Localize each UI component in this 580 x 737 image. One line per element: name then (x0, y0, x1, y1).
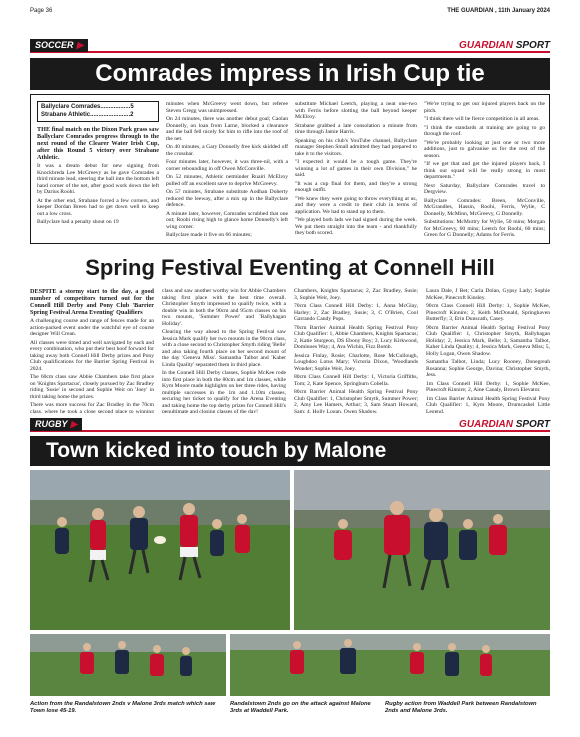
paragraph: All classes were timed and well navigated by each and every combination, who put their best hoof forward for taking away both Connell Hill Derby prizes and Pony Club qualifications for the Barrier Spring Festival in 2024. (30, 339, 154, 372)
festival-col-3 (294, 288, 418, 413)
festival-col-1 (30, 288, 154, 413)
paragraph: Chambers, Knights Spartacus; 2, Zac Bradley, Susie; 3, Sophie Weir, Joey. (294, 288, 418, 301)
paragraph: substitute Michael Leetch, playing a neat one-two with Ferris before slotting the ball beyond keeper McElroy. (295, 101, 417, 120)
paragraph: "If we get that and get the injured players back, I think our squad will be really strong in most departments." (424, 161, 545, 180)
paragraph: Strabane grabbed a late consolation a minute from time through Jamie Harris. (295, 122, 417, 135)
soccer-lede: THE final match on the Dixon Park grass saw Ballyclare Comrades progress through to the next round of the Clearer Water Irish Cup, after this Round 5 victory over Strabane Athletic. (37, 126, 159, 161)
rugby-section-tag: RUGBY ▶ (30, 418, 82, 431)
score-ballyclare: Ballyclare Comrades..................5 (41, 104, 134, 110)
paragraph: 70cm Barrier Animal Health Spring Festival Pony Club Qualifier: 1, Abbie Chambers, Knights Spartacus; 2, Katie Sturgeon, DS Ebony Boy; 3, Lucy Kirkwood, Dominoes Way; 4, Ava Wichin, Fizz Bomb. (294, 324, 418, 350)
guardian-sport-logo: GUARDIAN SPORT (459, 419, 550, 430)
rugby-photo-action (30, 634, 226, 696)
score-strabane: Strabane Athletic........................2 (41, 111, 134, 118)
paragraph: On 52 minutes, Athletic netminder Ruairi McElroy pulled off an excellent save to deprive McGreevy. (166, 174, 288, 187)
paragraph: "I think there will be fierce competition in all areas. (424, 116, 540, 122)
paragraph: 80cm Barrier Animal Health Spring Festival Pony Club Qualifier: 1, Christopher Smyth, Summer Power; 2, Amy Lee Hamers, Arthur; 3, Sam Stuart Howard, Sam; 4, Holly Logan, Owen Shadow. (294, 389, 418, 413)
rugby-photo-attack (230, 634, 550, 696)
paragraph: In the Connell Hill Derby classes, Sophie McKee rode into first place in both the 80cm and 1m classes, while Kym Moore made highlights on her three rides, having multiple successes in the 1m and 1.10m classes, securing her ticket to qualify for the Arena Eventing and taking home the top derby prizes for Connell Hill's penultimate and closing classes of the day! (162, 370, 286, 413)
page-number: Page 36 (30, 8, 53, 14)
festival-col-2 (162, 288, 286, 413)
soccer-col-1 (37, 101, 159, 241)
paragraph: Ballyclare made it five on 66 minutes; (166, 232, 252, 238)
paragraph: Next Saturday, Ballyclare Comrades travel to Dergview. (424, 182, 545, 195)
paragraph: 1m Class Connell Hill Derby: 1, Sophie McKee, Pinecroft Kinnire; 2, Aine Canaly, Brown Elevator. (426, 380, 550, 393)
paragraph: 90cm Barrier Animal Health Spring Festival Pony Club Qualifier: 1, Christopher Smyth, Ballyhagan Holiday; 2, Jessica Mark, Belle; 3, Samantha Talbot, Kaher Linda Quality; 4, Jessica Mark, Geneva Miss; 5, Holly Logan, Owen Shadow. (426, 324, 550, 357)
scoreline-box (37, 101, 159, 122)
guardian-sport-logo: GUARDIAN SPORT (459, 40, 550, 51)
rugby-photo-main (30, 470, 290, 630)
paragraph: 80cm Class Connell Hill Derby: 1, Victoria Griffiths, Tom; 2, Kate Spence, Springburn Cobella. (294, 374, 418, 387)
paragraph: minutes when McGreevy went down, but referee Steven Gregg was unimpressed. (166, 101, 288, 114)
paragraph: "It was a cup final for them, and they're a strong enough outfit. (295, 180, 417, 193)
soccer-col-3 (295, 101, 417, 241)
paragraph: Speaking on his club's YouTube channel, Ballyclare manager Stephen Small admitted they had prepared to take it to the visitors. (295, 137, 417, 157)
festival-col-4 (426, 288, 550, 413)
paragraph: "We're trying to get our injured players back on the pitch. (424, 101, 545, 114)
rugby-section-bar (30, 418, 550, 432)
paragraph: "I think the standards at training are going to go through the roof. (424, 124, 545, 137)
paragraph: Jessica Finlay, Rosie; Charlotte, Rose McCullough, Loughdoo Lotus Mary; Victoria Dixon, 'Woodlands Wonder; Sophie Weir, Joey. (294, 352, 418, 372)
paragraph: At the other end, Strabane forced a few corners, and keeper Dordan Breen had to get down well to keep out a low cross. (37, 197, 159, 217)
festival-lede: DESPITE a stormy start to the day, a good number of competitors turned out for the Connell Hill Derby and Pony Club 'Barrier Spring Festival Arena Eventing' Qualifiers (30, 288, 154, 316)
soccer-col-2 (166, 101, 288, 241)
soccer-headline: Comrades impress in Irish Cup tie (30, 58, 550, 90)
paragraph: "We knew they were going to throw everything at us, and they were a credit to their club in terms of application. We had to stand up to them. (295, 195, 417, 215)
caption-2: Randalstown 2nds go on the attack against Malone 3rds at Waddell Park. (230, 701, 371, 714)
paragraph: On 24 minutes, there was another debut goal; Caolan Donnelly, on loan from Larne, blocked a clearance and the ball fell nicely for him to rifle into the roof of the net. (166, 116, 288, 142)
page-header (30, 6, 550, 18)
issue-date: THE GUARDIAN , 11th January 2024 (447, 8, 550, 14)
paragraph: A challenging course and range of fences made for an action-packed event under the watchful eye of course designer Will Crean. (30, 318, 154, 337)
rugby-photo-tackle (294, 470, 550, 630)
paragraph: A minute later, however, Comrades scrubbed that one out; Roohi rising high to glance home Donnelly's left wing corner. (166, 210, 288, 230)
festival-headline: Spring Festival Eventing at Connell Hill (85, 255, 495, 280)
soccer-article-box (30, 94, 550, 244)
paragraph: On 57 minutes, Strabane substitute Aodhan Doherty reduced the leeway, after a mix up in the Ballyclare defence. (166, 189, 288, 208)
paragraph: On 40 minutes, a Gary Donnelly free kick skidded off the crossbar. (166, 144, 288, 157)
soccer-section-bar (30, 39, 550, 53)
paragraph: Laura Dale, J Bet; Carla Dolan, Gypsy Lady; Sophie McKee, Pinecroft Kinsley. (426, 288, 550, 301)
paragraph: Ballyclare had a penalty shout on 19 (37, 219, 119, 225)
paragraph: Samantha Talbot, Linda; Lucy Rooney, Donegreah Rosanna; Sophie George, Davina; Christopher Smyth, Jess. (426, 359, 550, 378)
paragraph: Substitutions: McMurtry for Wylie, 50 mins; Morgan for McGreevy, 60 mins; Leetch for Roohi, 60 mins; Green for G Donnelly; Adams for Ferris. (424, 219, 545, 238)
caption-1: Action from the Randalstown 2nds v Malone 3rds match which saw Town lose 45-19. (30, 701, 216, 714)
soccer-col-4 (424, 101, 545, 241)
paragraph: 90cm Class Connell Hill Derby: 1, Sophie McKee, Pinecroft Kinnire; 2, Keith McDonald, Springhaven Butterfly; 3, Erin Dunscath, Casey. (426, 303, 550, 322)
paragraph: 1m Class Barrier Animal Health Spring Festival Pony Club Qualifier: 1, Kym Moore, Drumcashel Little Legend. (426, 395, 550, 413)
caption-3: Rugby action from Waddell Park between Randalstown 2nds and Malone 3rds. (385, 701, 537, 714)
soccer-section-tag: SOCCER ▶ (30, 39, 88, 52)
paragraph: "We played both lads we had signed during the week. We put them straight into the team - and thankfully they both scored. (295, 217, 417, 236)
paragraph: Clearing the way ahead to the Spring Festival saw Jessica Mark qualify her two mounts in the 90cm class, with a close second to Christopher Smyth riding 'Belle' and also taking fourth place on her second mount of the day 'Geneva Miss'. Samantha Talbot and 'Kaher Linda Quality' separated them in third place. (162, 329, 286, 368)
paragraph: Four minutes later, however, it was three-nil, with a corner rebounding in off Owen McConville. (166, 159, 288, 172)
paragraph: "We're probably looking at just one or two more additions, just to galvanise us for the rest of the season. (424, 139, 545, 159)
paragraph: 70cm Class Connell Hill Derby: 1, Anna McGlay, Harley; 2, Zac Bradley, Susie; 3, C O'Brien, Cool Garrando Candy Pops. (294, 303, 418, 322)
rugby-headline: Town kicked into touch by Malone (30, 436, 550, 466)
paragraph: "I expected it would be a tough game. They're winning a lot of games in their own Division," he said. (295, 159, 417, 178)
paragraph: It was a dream debut for new signing from Knockbreda Lee McGreevy as he gave Comrades a third minute lead, steering the ball into the bottom left hand corner of the net, after good work down the left by Darius Roohi. (37, 163, 159, 195)
paragraph: Ballyclare Comrades: Breen, McConville, McGrandles, Hassin, Roohi, Ferris, Wylie, C Donnelly, McMinn, McGreevy, G Donnelly. (424, 197, 545, 217)
paragraph: The 60cm class saw Abbie Chambers take first place on 'Knights Spartacus', closely pursued by Zac Bradley riding 'Susie' in second and Sophie Weir on 'Joey' in third taking home the prizes. (30, 374, 154, 400)
paragraph: class and saw another worthy win for Abbie Chambers taking first place with the best time overall. Christopher Smyth impressed to qualify twice, with a double win in both the 90cm and 95cm classes on his two mounts, 'Summer Power' and 'Ballyhagan Holiday'. (162, 288, 286, 327)
paragraph: There was more success for Zac Bradley in the 70cm class, where he took a close second place to winning (30, 402, 154, 413)
